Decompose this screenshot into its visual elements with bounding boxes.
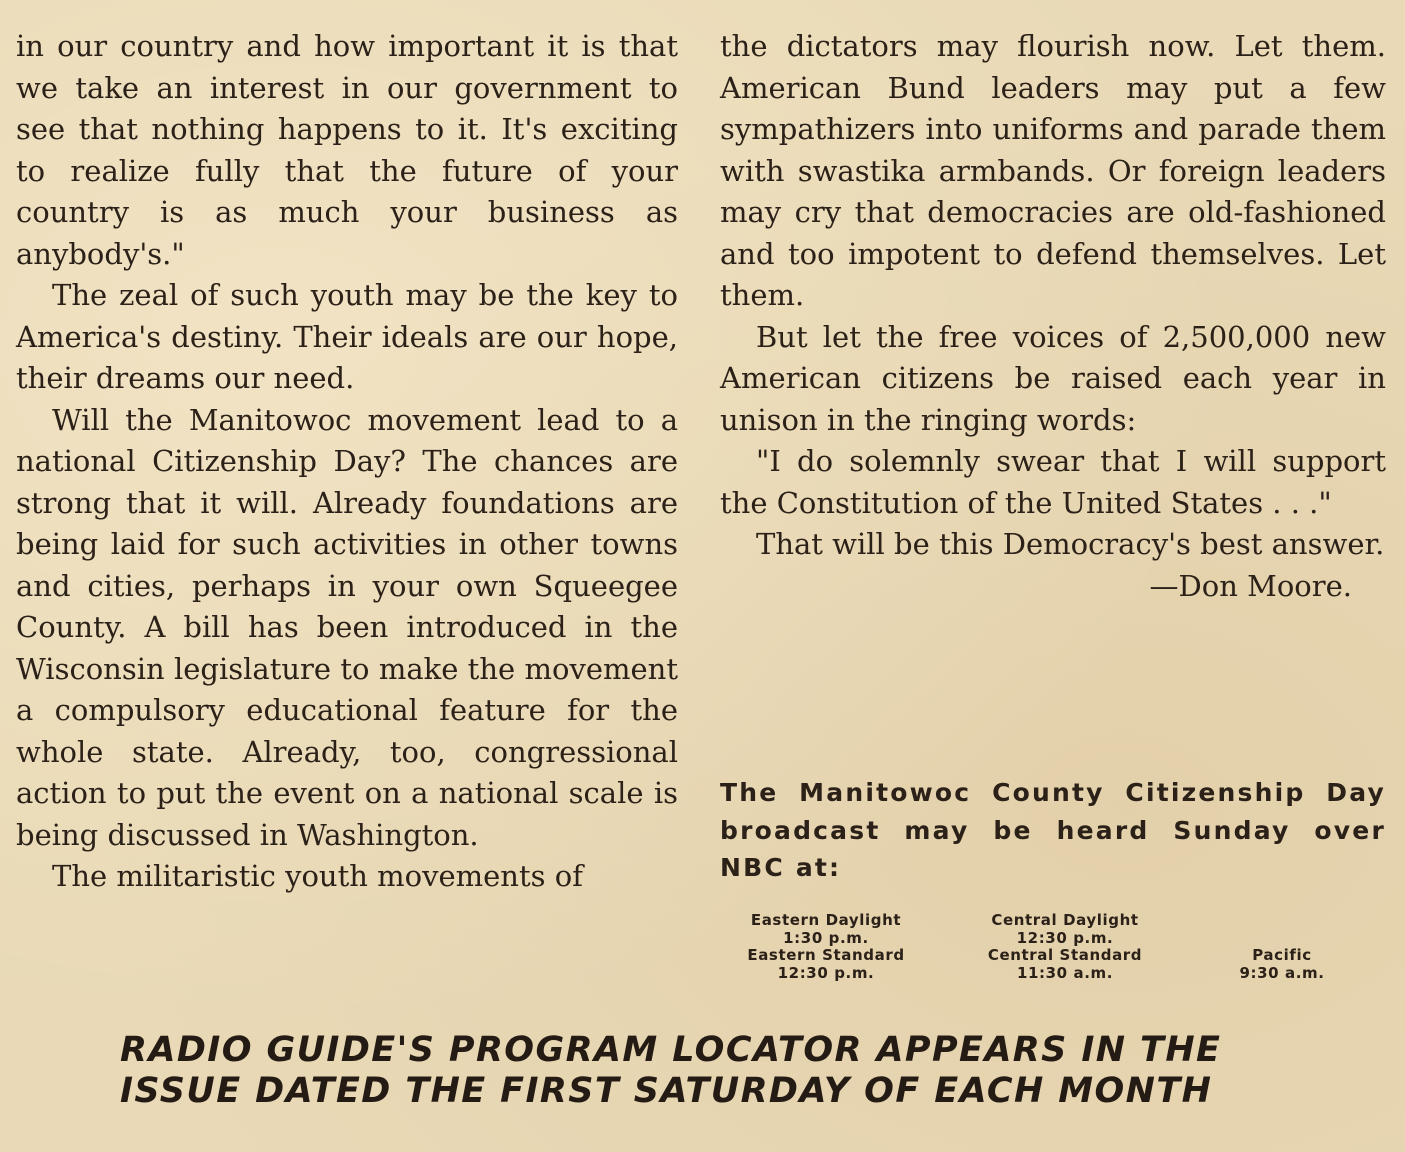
left-paragraph-1: in our country and how important it is that we take an interest in our government to see that nothing happens to it. It's exciting to realize fully that the future of your country is as much your business as anybody's." — [16, 29, 678, 271]
left-paragraph-2: The zeal of such youth may be the key to America's destiny. Their ideals are our hope, their dreams our need. — [16, 278, 678, 395]
right-paragraph-3: "I do solemnly swear that I will support the Constitution of the United States . . ." — [720, 444, 1386, 520]
central-daylight-time: 12:30 p.m. — [1016, 928, 1114, 947]
right-paragraph-1: the dictators may flourish now. Let them. American Bund leaders may put a few sympathizers into uniforms and parade them with swastika armbands. Or foreign leaders may cry that democracies are old-fashioned and too impotent to defend themselves. Let them. — [720, 29, 1386, 312]
eastern-times — [733, 912, 919, 982]
eastern-daylight-time: 1:30 p.m. — [783, 928, 869, 947]
author-signature: —Don Moore. — [1149, 568, 1352, 603]
pacific-times — [1222, 947, 1342, 982]
article-left-column — [16, 26, 678, 898]
right-paragraph-2: But let the free voices of 2,500,000 new American citizens be raised each year in unison in the ringing words: — [720, 319, 1386, 437]
program-locator-line-1: RADIO GUIDE'S PROGRAM LOCATOR APPEARS IN THE — [120, 1030, 1222, 1070]
pacific-label: Pacific — [1252, 946, 1312, 964]
pacific-time: 9:30 a.m. — [1239, 963, 1325, 982]
eastern-standard-time: 12:30 p.m. — [777, 963, 875, 982]
right-paragraph-4: That will be this Democracy's best answer. — [756, 527, 1385, 561]
central-standard-time: 11:30 a.m. — [1016, 963, 1114, 982]
left-paragraph-4: The militaristic youth movements of — [52, 859, 583, 893]
program-locator-line-2: ISSUE DATED THE FIRST SATURDAY OF EACH MONTH — [120, 1071, 1213, 1111]
program-locator-notice — [0, 1030, 1405, 1112]
left-paragraph-3: Will the Manitowoc movement lead to a national Citizenship Day? The chances are strong that it will. Already foundations are being laid for such activities in other towns and cities, perhaps in your own Squeegee County. A bill has been introduced in the Wisconsin legislature to make the movement a compulsory educational feature for the whole state. Already, too, congressional action to put the event on a national scale is being discussed in Washington. — [16, 402, 678, 852]
central-times — [972, 912, 1158, 982]
broadcast-note: The Manitowoc County Citizenship Day broadcast may be heard Sunday over NBC at: — [720, 778, 1386, 882]
central-daylight-label: Central Daylight — [991, 911, 1139, 929]
article-right-column — [720, 26, 1386, 607]
central-standard-label: Central Standard — [987, 946, 1143, 964]
eastern-standard-label: Eastern Standard — [747, 946, 905, 964]
eastern-daylight-label: Eastern Daylight — [750, 911, 902, 929]
